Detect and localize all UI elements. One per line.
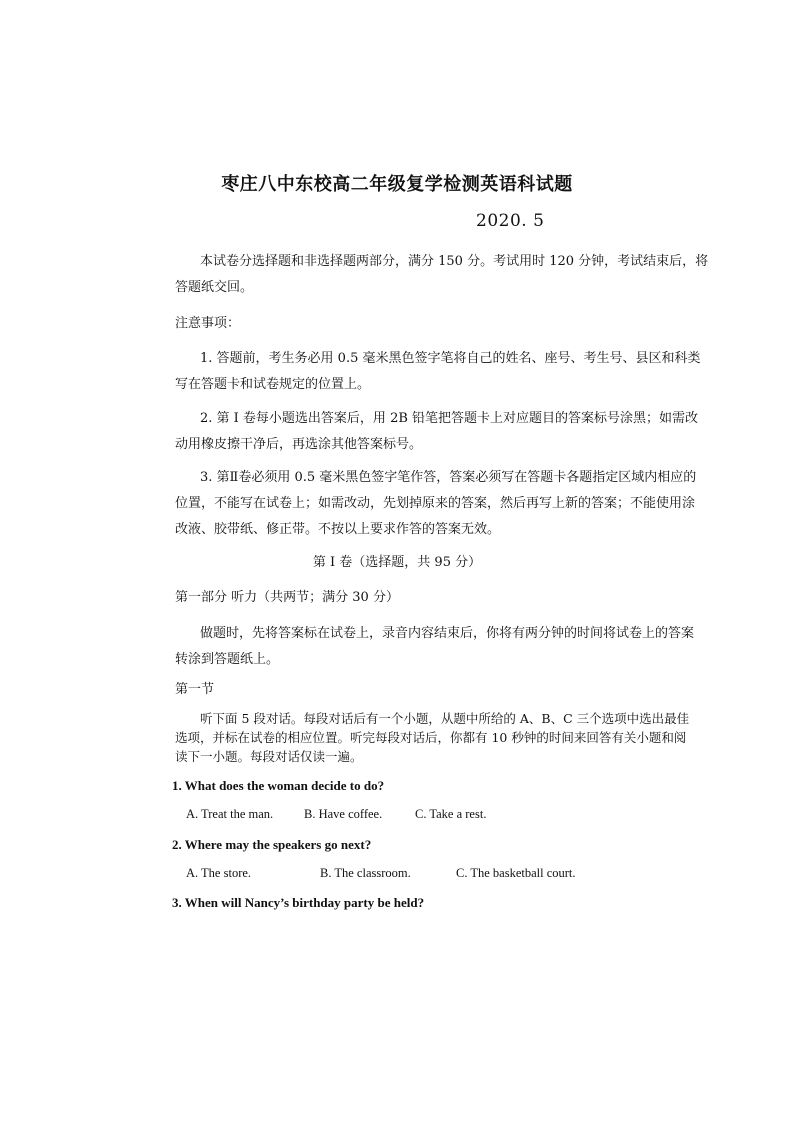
part-1-instruction-line-1: 做题时，先将答案标在试卷上，录音内容结束后，你将有两分钟的时间将试卷上的答案 (200, 626, 695, 641)
notice-item-2-line-2: 动用橡皮擦干净后，再选涂其他答案标号。 (175, 437, 423, 452)
intro-line-1: 本试卷分选择题和非选择题两部分，满分 150 分。考试用时 120 分钟，考试结束后，将 (200, 254, 709, 269)
question-2-option-b: B. The classroom. (320, 866, 411, 880)
section-1-instruction-line-2: 选项，并标在试卷的相应位置。听完每段对话后，你都有 10 秒钟的时间来回答有关小题和阅 (175, 730, 687, 745)
question-1-option-a: A. Treat the man. (186, 807, 274, 821)
question-2-option-c: C. The basketball court. (456, 866, 576, 880)
notice-item-2-line-1: 2. 第 I 卷每小题选出答案后，用 2B 铅笔把答题卡上对应题目的答案标号涂黑；如需改 (200, 411, 699, 426)
question-2: 2. Where may the speakers go next? (172, 837, 372, 852)
section-1-instruction-line-1: 听下面 5 段对话。每段对话后有一个小题，从题中所给的 A、B、C 三个选项中选出最佳 (200, 711, 690, 726)
question-1: 1. What does the woman decide to do? (172, 778, 385, 793)
section-1-instruction-line-3: 读下一小题。每段对话仅读一遍。 (175, 749, 363, 764)
question-3: 3. When will Nancy’s birthday party be held? (172, 895, 425, 910)
part-1-instruction-line-2: 转涂到答题纸上。 (175, 652, 280, 667)
notice-item-1-line-1: 1. 答题前，考生务必用 0.5 毫米黑色签字笔将自己的姓名、座号、考生号、县区和科类 (200, 351, 701, 366)
notice-item-3-line-2: 位置，不能写在试卷上；如需改动，先划掉原来的答案，然后再写上新的答案；不能使用涂 (175, 496, 696, 511)
notice-item-3-line-1: 3. 第Ⅱ卷必须用 0.5 毫米黑色签字笔作答，答案必须写在答题卡各题指定区域内相应的 (200, 470, 697, 485)
intro-line-2: 答题纸交回。 (175, 280, 254, 295)
question-1-option-b: B. Have coffee. (304, 807, 383, 821)
exam-date: 2020. 5 (476, 211, 545, 231)
question-1-option-c: C. Take a rest. (415, 807, 487, 821)
question-2-option-a: A. The store. (186, 866, 252, 880)
section-1-heading: 第一节 (175, 682, 215, 697)
notice-item-1-line-2: 写在答题卡和试卷规定的位置上。 (175, 377, 371, 392)
notice-item-3-line-3: 改液、胶带纸、修正带。不按以上要求作答的答案无效。 (175, 522, 501, 537)
exam-title: 枣庄八中东校高二年级复学检测英语科试题 (221, 174, 573, 195)
volume-1-heading: 第 I 卷（选择题，共 95 分） (312, 555, 482, 570)
notice-heading: 注意事项： (175, 316, 241, 331)
part-1-heading: 第一部分 听力（共两节；满分 30 分） (175, 590, 399, 605)
